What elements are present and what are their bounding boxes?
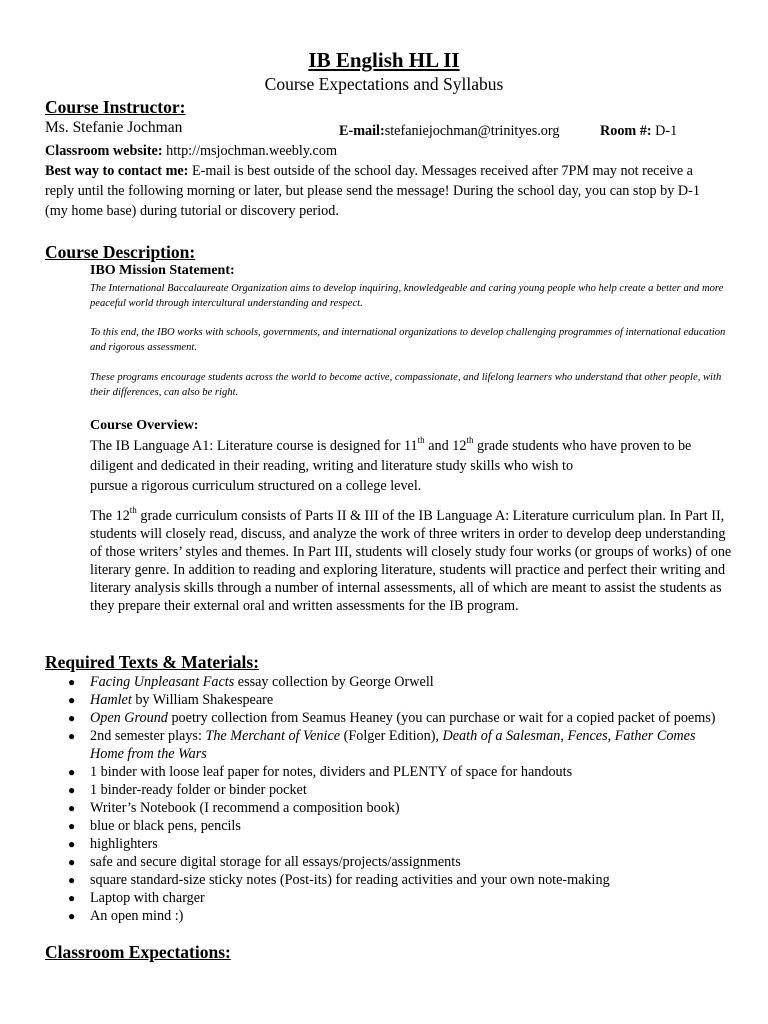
website-value: http://msjochman.weebly.com <box>162 143 337 159</box>
list-item <box>45 835 725 853</box>
contact-label: Best way to contact me: <box>45 163 189 179</box>
description-heading: Course Description: <box>45 242 196 262</box>
room-value: D-1 <box>651 123 678 139</box>
bullet-icon: ● <box>68 819 76 833</box>
plays-lead: 2nd semester plays: <box>90 728 206 744</box>
material-text: An open mind :) <box>90 908 184 924</box>
mission-paragraph-1: The International Baccalaureate Organization aims to develop inquiring, knowledgeable and caring young people who help create a better and more peaceful world through intercultural understanding and respect. <box>90 283 724 309</box>
bullet-icon: ● <box>68 801 76 815</box>
email-value: stefaniejochman@trinityes.org <box>384 123 560 139</box>
overview-p2-part-a: The 12 <box>90 508 130 524</box>
list-item <box>45 673 725 691</box>
room-line <box>600 121 677 141</box>
list-item <box>45 763 725 781</box>
expectations-heading: Classroom Expectations: <box>45 942 231 962</box>
overview-p1-sup-2: th <box>466 435 474 446</box>
overview-paragraph-1 <box>90 436 730 496</box>
list-item <box>45 907 725 925</box>
email-line <box>339 121 559 141</box>
website-line <box>45 141 337 161</box>
bullet-icon: ● <box>68 783 76 797</box>
instructor-name: Ms. Stefanie Jochman <box>45 119 183 136</box>
bullet-icon: ● <box>68 675 76 689</box>
list-item <box>45 727 725 763</box>
material-text: Laptop with charger <box>90 890 205 906</box>
bullet-icon: ● <box>68 693 76 707</box>
list-item <box>45 871 725 889</box>
materials-heading: Required Texts & Materials: <box>45 652 260 672</box>
list-item <box>45 853 725 871</box>
list-item <box>45 709 725 727</box>
bullet-icon: ● <box>68 729 76 743</box>
bullet-icon: ● <box>68 891 76 905</box>
instructor-heading: Course Instructor: <box>45 97 186 117</box>
email-label: E-mail: <box>339 123 385 139</box>
overview-p2-part-b: grade curriculum consists of Parts II & III of the IB Language A: Literature curriculum plan. In Part II, students will closely read, discuss, and analyze the work of three writers in order to develop deep understanding of those writers’ styles and themes. In Part III, students will closely study four works (or groups of works) of one literary genre. In addition to reading and exploring literature, students will practice and perfect their writing and literary analysis skills through a number of internal assessments, all of which are meant to assist the students as they prepare their external oral and written assessments for the IB program. <box>90 508 732 614</box>
bullet-icon: ● <box>68 711 76 725</box>
overview-p1-part-c: grade students who have proven to be diligent and dedicated in their reading, writing and literature study skills who wish to <box>90 438 692 474</box>
contact-paragraph <box>45 161 715 221</box>
bullet-icon: ● <box>68 765 76 779</box>
material-title: Open Ground <box>90 710 168 726</box>
material-title: Facing Unpleasant Facts <box>90 674 235 690</box>
material-title: Hamlet <box>90 692 132 708</box>
overview-p1-sup-1: th <box>417 435 425 446</box>
bullet-icon: ● <box>68 855 76 869</box>
page-subtitle: Course Expectations and Syllabus <box>264 74 504 94</box>
bullet-icon: ● <box>68 873 76 887</box>
overview-p2-sup: th <box>129 505 137 516</box>
material-text: by William Shakespeare <box>131 692 274 708</box>
overview-heading: Course Overview: <box>90 418 199 433</box>
overview-p1-part-a: The IB Language A1: Literature course is designed for 11 <box>90 438 418 454</box>
contact-text: E-mail is best outside of the school day. Messages received after 7PM may not receive a reply until the following morning or later, but please send the message! During the school day, you can stop by D-1 (my home base) during tutorial or discovery period. <box>45 163 700 219</box>
play-title-4: Father Comes Home from the Wars <box>90 728 696 762</box>
play-title-1: The Merchant of Venice <box>205 728 341 744</box>
play-title-2: Death of a Salesman <box>442 728 561 744</box>
list-item <box>45 889 725 907</box>
list-item <box>45 799 725 817</box>
material-text: poetry collection from Seamus Heaney (you can purchase or wait for a copied packet of poems) <box>167 710 716 726</box>
material-text: 1 binder-ready folder or binder pocket <box>90 782 307 798</box>
play-note: (Folger Edition), <box>340 728 443 744</box>
bullet-icon: ● <box>68 909 76 923</box>
materials-list <box>45 673 725 925</box>
material-text: Writer’s Notebook (I recommend a composition book) <box>90 800 400 816</box>
page-title: IB English HL II <box>308 48 460 72</box>
list-item <box>45 781 725 799</box>
mission-paragraph-2: To this end, the IBO works with schools, governments, and international organizations to develop challenging programmes of international education and rigorous assessment. <box>90 327 726 353</box>
material-text: highlighters <box>90 836 158 852</box>
material-text: essay collection by George Orwell <box>234 674 434 690</box>
material-text: blue or black pens, pencils <box>90 818 241 834</box>
material-text: square standard-size sticky notes (Post-its) for reading activities and your own note-making <box>90 872 610 888</box>
bullet-icon: ● <box>68 837 76 851</box>
room-label: Room #: <box>600 123 652 139</box>
list-item <box>45 691 725 709</box>
material-text: safe and secure digital storage for all essays/projects/assignments <box>90 854 461 870</box>
mission-heading: IBO Mission Statement: <box>90 263 235 278</box>
play-title-3: Fences <box>567 728 608 744</box>
mission-paragraph-3: These programs encourage students across the world to become active, compassionate, and lifelong learners who understand that other people, with their differences, can also be right. <box>90 372 722 398</box>
overview-p1-part-d: pursue a rigorous curriculum structured on a college level. <box>90 478 422 494</box>
material-text: 1 binder with loose leaf paper for notes, dividers and PLENTY of space for handouts <box>90 764 573 780</box>
website-label: Classroom website: <box>45 143 163 159</box>
overview-p1-part-b: and 12 <box>424 438 467 454</box>
overview-paragraph-2 <box>90 507 735 615</box>
list-item <box>45 817 725 835</box>
play-separator: , <box>560 728 568 744</box>
play-separator: , <box>607 728 615 744</box>
